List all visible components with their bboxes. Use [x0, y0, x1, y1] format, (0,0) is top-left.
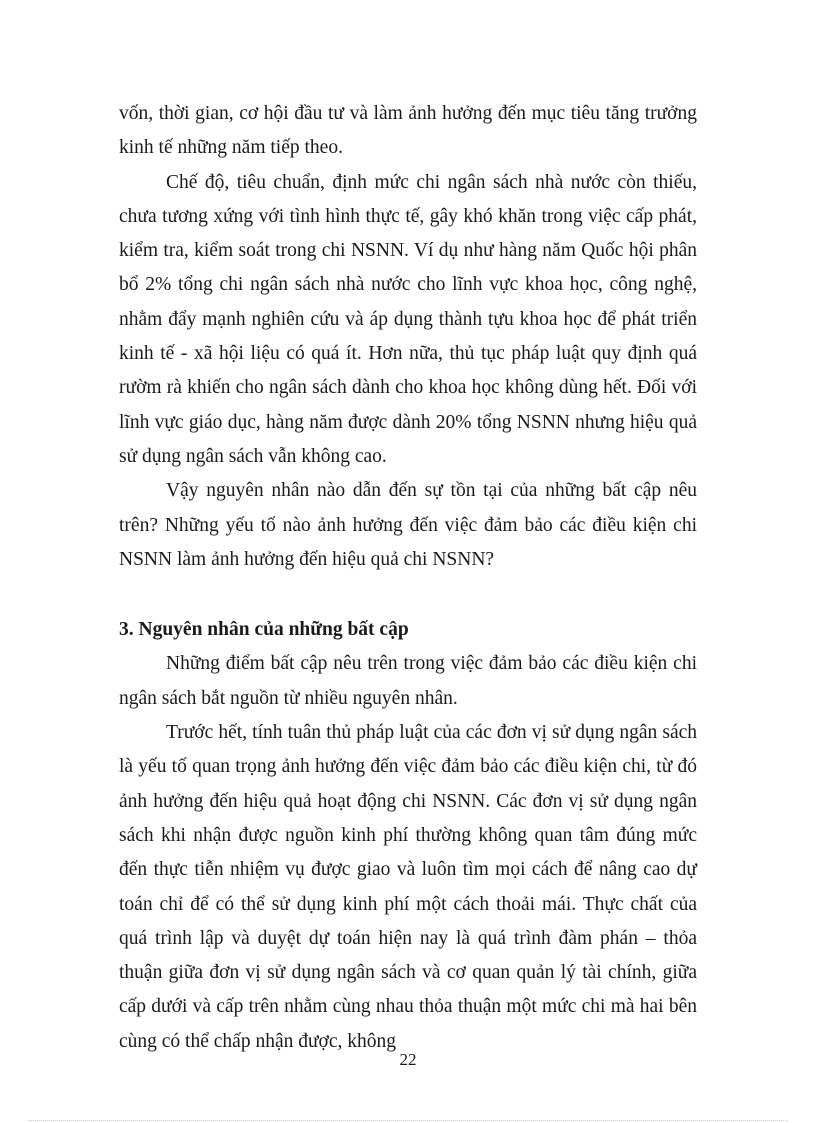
page-number: 22	[399, 1050, 417, 1069]
page-body	[119, 97, 697, 1059]
paragraph-3: Vậy nguyên nhân nào dẫn đến sự tồn tại của những bất cập nêu trên? Những yếu tố nào ảnh hưởng đến việc đảm bảo các điều kiện chi NSNN làm ảnh hưởng đến hiệu quả chi NSNN?	[119, 480, 697, 570]
section-heading: 3. Nguyên nhân của những bất cập	[119, 619, 409, 641]
paragraph-1: vốn, thời gian, cơ hội đầu tư và làm ảnh hưởng đến mục tiêu tăng trưởng kinh tế những năm tiếp theo.	[119, 103, 697, 159]
paragraph-4: Những điểm bất cập nêu trên trong việc đảm bảo các điều kiện chi ngân sách bắt nguồn từ nhiều nguyên nhân.	[119, 653, 697, 709]
page-bottom-divider	[28, 1120, 788, 1121]
paragraph-2: Chế độ, tiêu chuẩn, định mức chi ngân sách nhà nước còn thiếu, chưa tương xứng với tình hình thực tế, gây khó khăn trong việc cấp phát, kiểm tra, kiểm soát trong chi NSNN. Ví dụ như hàng năm Quốc hội phân bổ 2% tổng chi ngân sách nhà nước cho lĩnh vực khoa học, công nghệ, nhằm đẩy mạnh nghiên cứu và áp dụng thành tựu khoa học để phát triển kinh tế - xã hội liệu có quá ít. Hơn nữa, thủ tục pháp luật quy định quá rườm rà khiến cho ngân sách dành cho khoa học không dùng hết. Đối với lĩnh vực giáo dục, hàng năm được dành 20% tổng NSNN nhưng hiệu quả sử dụng ngân sách vẫn không cao.	[119, 171, 697, 467]
paragraph-5: Trước hết, tính tuân thủ pháp luật của các đơn vị sử dụng ngân sách là yếu tố quan trọng ảnh hưởng đến việc đảm bảo các điều kiện chi, từ đó ảnh hưởng đến hiệu quả hoạt động chi NSNN. Các đơn vị sử dụng ngân sách khi nhận được nguồn kinh phí thường không quan tâm đúng mức đến thực tiễn nhiệm vụ được giao và luôn tìm mọi cách để nâng cao dự toán chỉ để có thể sử dụng kinh phí một cách thoải mái. Thực chất của quá trình lập và duyệt dự toán hiện nay là quá trình đàm phán – thỏa thuận giữa đơn vị sử dụng ngân sách và cơ quan quản lý tài chính, giữa cấp dưới và cấp trên nhằm cùng nhau thỏa thuận một mức chi mà hai bên cùng có thể chấp nhận được, không	[119, 722, 697, 1052]
